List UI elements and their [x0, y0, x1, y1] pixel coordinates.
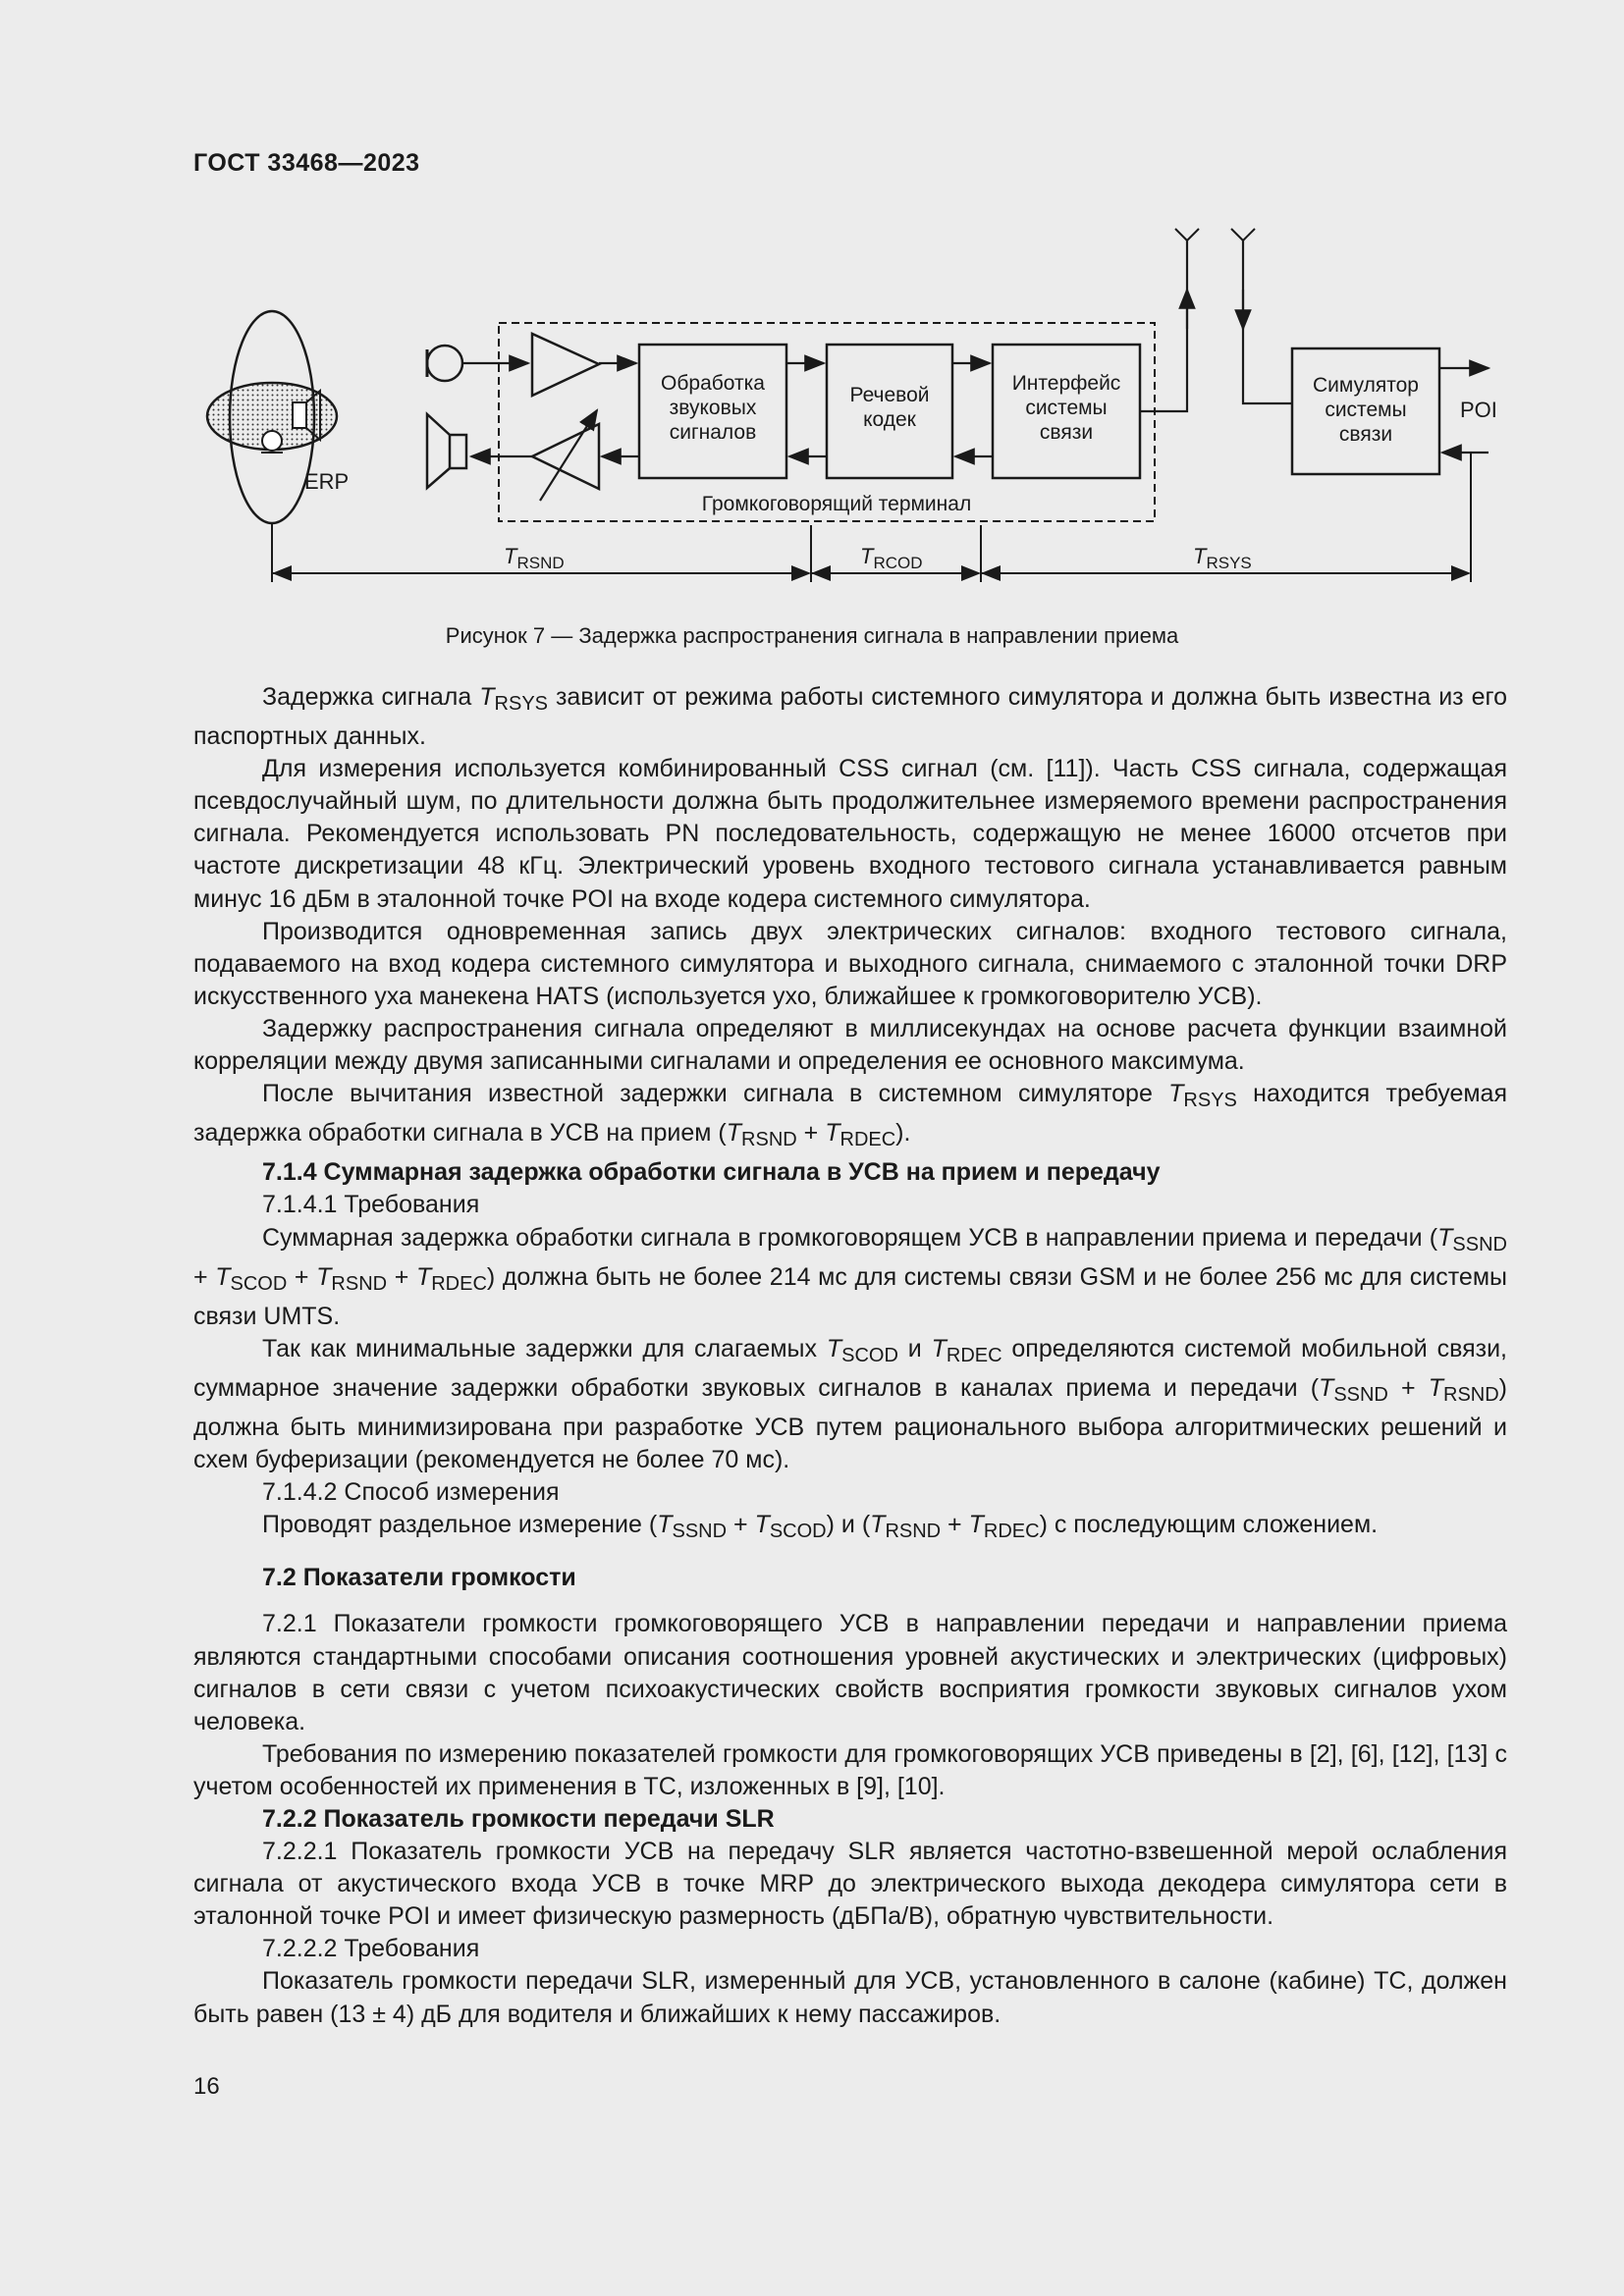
delay-rsys-label: $T_{RSYS}$	[1193, 544, 1252, 572]
erp-label: ERP	[304, 469, 350, 494]
paragraph: Для измерения используется комбинированный CSS сигнал (см. [11]). Часть CSS сигнала, содержащая псевдослучайный шум, по длительности должна быть продолжительнее измеряемого времени распространения сигнала. Рекомендуется использовать PN последовательность, содержащую не менее 16000 отсчетов при частоте дискретизации 48 кГц. Электрический уровень входного тестового сигнала устанавливается равным минус 16 дБм в эталонной точке POI на входе кодера системного симулятора.	[193, 755, 1507, 913]
paragraph: 7.2.2.1 Показатель громкости УСВ на передачу SLR является частотно-взвешенной мерой ослабления сигнала от акустического входа УСВ в точке MRP до электрического выхода декодера симулятора сети в эталонной точке POI и имеет физическую размерность (дБПа/В), обратную чувствительности.	[193, 1838, 1507, 1931]
interface-block-line3: связи	[1039, 421, 1094, 444]
audio-block-line2: звуковых	[669, 397, 757, 419]
page-number: 16	[193, 2073, 220, 2100]
variable-amplifier	[532, 410, 599, 501]
terminal-label: Громкоговорящий терминал	[701, 493, 972, 515]
section-heading-7-2-2: 7.2.2 Показатель громкости передачи SLR	[262, 1805, 775, 1833]
paragraph: Задержку распространения сигнала определяют в миллисекундах на основе расчета функции взаимной корреляции между двумя записанными сигналами и определения ее основного максимума.	[193, 1014, 1507, 1076]
poi-label: POI	[1460, 398, 1497, 422]
paragraph: Требования по измерению показателей громкости для громкоговорящих УСВ приведены в [2], [6], [12], [13] с учетом особенностей их применения в ТС, изложенных в [9], [10].	[193, 1739, 1507, 1800]
paragraph: Производится одновременная запись двух электрических сигналов: входного тестового сигнала, подаваемого на вход кодера системного симулятора и выходного сигнала, снимаемого с эталонной точки DRP искусственного уха манекена HATS (используется ухо, ближайшее к громкоговорителю УСВ).	[193, 917, 1507, 1010]
paragraph: Так как минимальные задержки для слагаемых $T_{SCOD}$ и $T_{RDEC}$ определяются системой мобильной связи, суммарное значение задержки обработки звуковых сигналов в каналах приема и передачи $(T_{SSND} + T_{RSND})$ должна быть минимизирована при разработке УСВ путем рационального выбора алгоритмических решений и схем буферизации (рекомендуется не более 70 мс).	[193, 1334, 1508, 1474]
paragraph: После вычитания известной задержки сигнала в системном симуляторе $T_{RSYS}$ находится требуемая задержка обработки сигнала в УСВ на прием $(T_{RSND} + T_{RDEC})$.	[193, 1080, 1507, 1151]
paragraph: Суммарная задержка обработки сигнала в громкоговорящем УСВ в направлении приема и передачи $(T_{SSND} + T_{SCOD} + T_{RSND} + T_{RDEC})$ должна быть не более 214 мс для системы связи GSM и не более 256 мс для системы связи UMTS.	[193, 1223, 1507, 1330]
simulator-block-line3: связи	[1338, 423, 1393, 446]
codec-block-line1: Речевой	[849, 384, 930, 406]
paragraph: Показатель громкости передачи SLR, измеренный для УСВ, установленного в салоне (кабине) ТС, должен быть равен (13 ± 4) дБ для водителя и ближайших к нему пассажиров.	[193, 1967, 1507, 2028]
delay-rcod-label: $T_{RCOD}$	[860, 544, 923, 572]
standard-header: ГОСТ 33468—2023	[193, 149, 420, 177]
subsection-heading-7-1-4-1: 7.1.4.1 Требования	[262, 1191, 480, 1219]
paragraph: 7.2.1 Показатели громкости громкоговорящего УСВ в направлении передачи и направлении приема являются стандартными способами описания соотношения уровней акустических и электрических (цифровых) сигналов в сети связи с учетом психоакустических свойств восприятия громкости звуковых сигналов ухом человека.	[193, 1610, 1507, 1735]
delay-rsnd-label: $T_{RSND}$	[504, 544, 565, 572]
codec-block-line2: кодек	[863, 408, 916, 431]
paragraph: Проводят раздельное измерение $(T_{SSND} + T_{SCOD})$ и $(T_{RSND} + T_{RDEC})$ с последующим сложением.	[262, 1511, 1379, 1543]
figure-caption: Рисунок 7 — Задержка распространения сигнала в направлении приема	[445, 623, 1179, 648]
antenna-left-icon	[1140, 229, 1199, 411]
microphone-icon	[427, 346, 462, 381]
section-heading-7-2: 7.2 Показатели громкости	[262, 1564, 576, 1592]
audio-block-line1: Обработка	[661, 372, 765, 395]
mic-amplifier	[532, 334, 599, 396]
paragraph: Задержка сигнала $T_{RSYS}$ зависит от режима работы системного симулятора и должна быть известна из его паспортных данных.	[193, 683, 1507, 751]
body-text	[193, 681, 1507, 2031]
interface-block-line2: системы	[1025, 397, 1108, 419]
audio-block-line3: сигналов	[669, 421, 757, 444]
simulator-block-line1: Симулятор	[1313, 374, 1419, 397]
simulator-block-line2: системы	[1325, 399, 1407, 421]
subsection-heading-7-1-4-2: 7.1.4.2 Способ измерения	[262, 1478, 560, 1507]
loudspeaker-icon	[427, 414, 466, 488]
figure-7-diagram	[187, 221, 1512, 594]
interface-block-line1: Интерфейс	[1011, 372, 1121, 395]
section-heading-7-1-4: 7.1.4 Суммарная задержка обработки сигнала в УСВ на прием и передачу	[262, 1158, 1161, 1187]
antenna-right-icon	[1231, 229, 1292, 403]
block-diagram	[187, 221, 1512, 594]
subsection-heading-7-2-2-2: 7.2.2.2 Требования	[262, 1935, 480, 1963]
